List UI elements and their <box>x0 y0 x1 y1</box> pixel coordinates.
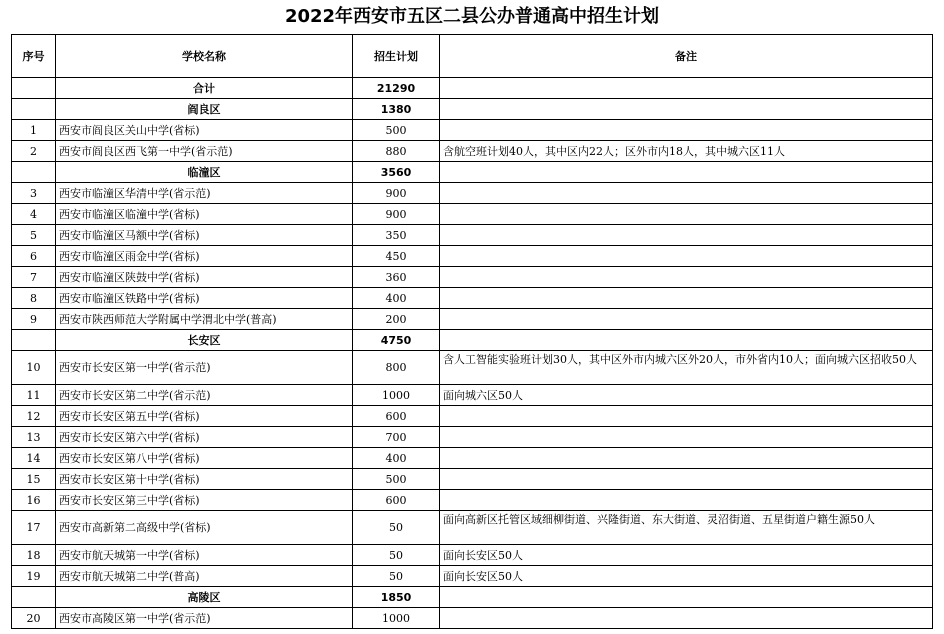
header-enrollment-plan: 招生计划 <box>353 35 440 78</box>
remark: 面向城六区50人 <box>440 385 933 406</box>
enrollment-plan: 700 <box>353 427 440 448</box>
enrollment-plan: 450 <box>353 246 440 267</box>
table-row <box>12 385 933 406</box>
table-row <box>12 511 933 545</box>
row-index: 8 <box>12 288 56 309</box>
row-index: 4 <box>12 204 56 225</box>
district-name: 高陵区 <box>56 587 353 608</box>
header-row <box>12 35 933 78</box>
enrollment-plan: 500 <box>353 120 440 141</box>
remark <box>440 427 933 448</box>
enrollment-plan: 500 <box>353 469 440 490</box>
enrollment-plan: 400 <box>353 288 440 309</box>
table-row <box>12 406 933 427</box>
school-name: 西安市高陵区第一中学(省示范) <box>56 608 353 629</box>
school-name: 西安市长安区第六中学(省标) <box>56 427 353 448</box>
row-index: 20 <box>12 608 56 629</box>
row-index: 5 <box>12 225 56 246</box>
table-row <box>12 309 933 330</box>
remark <box>440 78 933 99</box>
school-name: 西安市航天城第一中学(省标) <box>56 545 353 566</box>
enrollment-plan: 600 <box>353 490 440 511</box>
school-name: 西安市长安区第三中学(省标) <box>56 490 353 511</box>
table-row <box>12 469 933 490</box>
school-name: 西安市长安区第十中学(省标) <box>56 469 353 490</box>
row-index <box>12 587 56 608</box>
school-name: 西安市临潼区雨金中学(省标) <box>56 246 353 267</box>
enrollment-plan: 360 <box>353 267 440 288</box>
row-index: 10 <box>12 351 56 385</box>
school-name: 西安市临潼区马额中学(省标) <box>56 225 353 246</box>
enrollment-plan: 1850 <box>353 587 440 608</box>
enrollment-table <box>11 34 933 629</box>
remark <box>440 162 933 183</box>
remark <box>440 120 933 141</box>
school-name: 西安市长安区第五中学(省标) <box>56 406 353 427</box>
district-row <box>12 587 933 608</box>
enrollment-plan: 600 <box>353 406 440 427</box>
remark <box>440 309 933 330</box>
row-index: 3 <box>12 183 56 204</box>
row-index: 15 <box>12 469 56 490</box>
remark <box>440 183 933 204</box>
district-name: 长安区 <box>56 330 353 351</box>
table-row <box>12 141 933 162</box>
district-row <box>12 99 933 120</box>
enrollment-plan: 1000 <box>353 385 440 406</box>
table-row <box>12 246 933 267</box>
row-index: 13 <box>12 427 56 448</box>
remark <box>440 587 933 608</box>
table-row <box>12 545 933 566</box>
remark <box>440 330 933 351</box>
enrollment-plan: 50 <box>353 545 440 566</box>
remark <box>440 246 933 267</box>
remark <box>440 406 933 427</box>
school-name: 西安市陕西师范大学附属中学渭北中学(普高) <box>56 309 353 330</box>
row-index: 18 <box>12 545 56 566</box>
enrollment-plan: 200 <box>353 309 440 330</box>
remark <box>440 99 933 120</box>
remark <box>440 490 933 511</box>
table-row <box>12 490 933 511</box>
enrollment-plan: 1000 <box>353 608 440 629</box>
enrollment-plan: 3560 <box>353 162 440 183</box>
table-row <box>12 566 933 587</box>
row-index: 14 <box>12 448 56 469</box>
enrollment-plan: 400 <box>353 448 440 469</box>
row-index: 6 <box>12 246 56 267</box>
enrollment-plan: 21290 <box>353 78 440 99</box>
school-name: 西安市临潼区临潼中学(省标) <box>56 204 353 225</box>
remark: 面向长安区50人 <box>440 566 933 587</box>
district-name: 合计 <box>56 78 353 99</box>
remark <box>440 448 933 469</box>
row-index: 9 <box>12 309 56 330</box>
header-index: 序号 <box>12 35 56 78</box>
row-index: 11 <box>12 385 56 406</box>
header-school-name: 学校名称 <box>56 35 353 78</box>
enrollment-plan: 50 <box>353 511 440 545</box>
table-row <box>12 204 933 225</box>
row-index: 1 <box>12 120 56 141</box>
school-name: 西安市临潼区华清中学(省示范) <box>56 183 353 204</box>
table-row <box>12 183 933 204</box>
enrollment-plan: 900 <box>353 204 440 225</box>
district-row <box>12 330 933 351</box>
enrollment-plan: 900 <box>353 183 440 204</box>
remark: 含航空班计划40人，其中区内22人；区外市内18人，其中城六区11人 <box>440 141 933 162</box>
row-index <box>12 78 56 99</box>
remark: 面向长安区50人 <box>440 545 933 566</box>
enrollment-plan: 50 <box>353 566 440 587</box>
table-row <box>12 608 933 629</box>
row-index: 16 <box>12 490 56 511</box>
total-row <box>12 78 933 99</box>
enrollment-plan: 800 <box>353 351 440 385</box>
remark: 含人工智能实验班计划30人，其中区外市内城六区外20人，市外省内10人；面向城六区招收50人 <box>440 351 933 385</box>
header-remarks: 备注 <box>440 35 933 78</box>
table-row <box>12 288 933 309</box>
enrollment-plan: 350 <box>353 225 440 246</box>
remark <box>440 204 933 225</box>
school-name: 西安市阎良区关山中学(省标) <box>56 120 353 141</box>
page-title: 2022年西安市五区二县公办普通高中招生计划 <box>284 6 660 27</box>
row-index: 17 <box>12 511 56 545</box>
enrollment-plan: 880 <box>353 141 440 162</box>
school-name: 西安市长安区第二中学(省示范) <box>56 385 353 406</box>
remark <box>440 225 933 246</box>
table-row <box>12 225 933 246</box>
enrollment-plan: 1380 <box>353 99 440 120</box>
row-index: 2 <box>12 141 56 162</box>
table-row <box>12 427 933 448</box>
row-index: 19 <box>12 566 56 587</box>
remark <box>440 608 933 629</box>
row-index: 12 <box>12 406 56 427</box>
school-name: 西安市临潼区铁路中学(省标) <box>56 288 353 309</box>
table-row <box>12 448 933 469</box>
table-row <box>12 120 933 141</box>
school-name: 西安市航天城第二中学(普高) <box>56 566 353 587</box>
enrollment-plan: 4750 <box>353 330 440 351</box>
table-body <box>12 78 933 629</box>
school-name: 西安市高新第二高级中学(省标) <box>56 511 353 545</box>
table-row <box>12 351 933 385</box>
row-index <box>12 330 56 351</box>
school-name: 西安市长安区第一中学(省示范) <box>56 351 353 385</box>
district-name: 阎良区 <box>56 99 353 120</box>
table-row <box>12 267 933 288</box>
remark <box>440 469 933 490</box>
district-row <box>12 162 933 183</box>
school-name: 西安市临潼区陕鼓中学(省标) <box>56 267 353 288</box>
school-name: 西安市长安区第八中学(省标) <box>56 448 353 469</box>
district-name: 临潼区 <box>56 162 353 183</box>
row-index <box>12 99 56 120</box>
remark <box>440 267 933 288</box>
row-index: 7 <box>12 267 56 288</box>
remark <box>440 288 933 309</box>
row-index <box>12 162 56 183</box>
remark: 面向高新区托管区域细柳街道、兴隆街道、东大街道、灵沼街道、五星街道户籍生源50人 <box>440 511 933 545</box>
school-name: 西安市阎良区西飞第一中学(省示范) <box>56 141 353 162</box>
